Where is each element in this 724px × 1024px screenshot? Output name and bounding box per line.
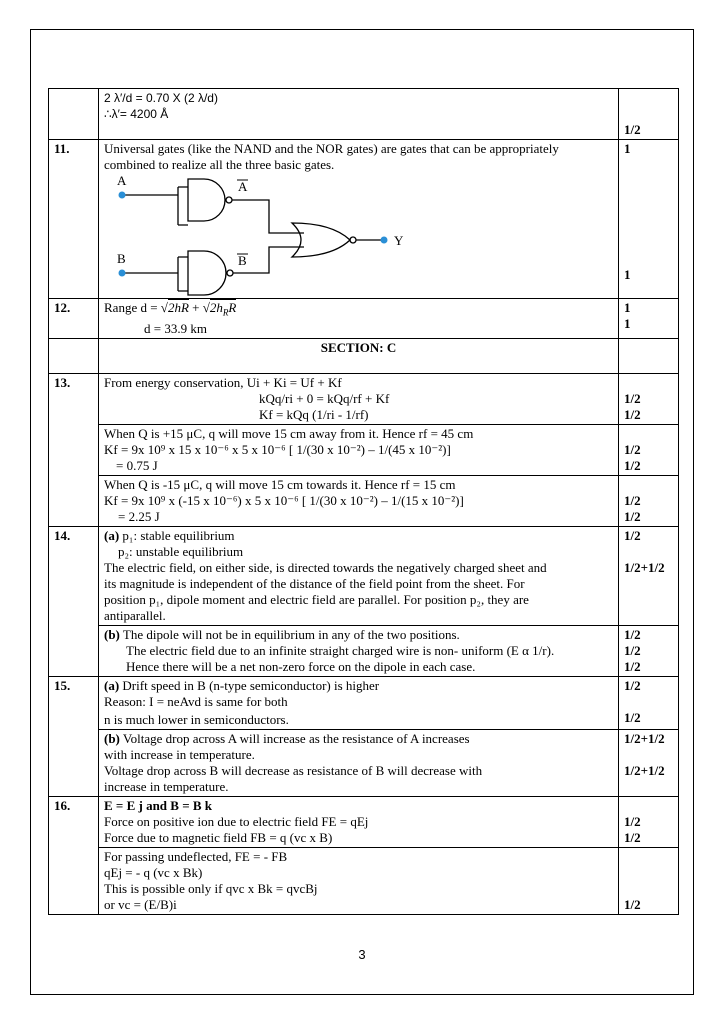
answer-line: (a) Drift speed in B (n-type semiconductor) is higher — [104, 677, 380, 693]
answer-line: Kf = kQq (1/ri - 1/rf) — [259, 406, 369, 422]
table-row — [49, 729, 679, 796]
answer-line: (b) The dipole will not be in equilibrium in any of the two positions. — [104, 626, 460, 642]
question-number: 15. — [49, 676, 99, 796]
answer-line: p₂: unstable equilibrium — [118, 543, 244, 559]
mark: 1/2 — [624, 677, 641, 693]
answer-line: (b) Voltage drop across A will increase as the resistance of A increases — [104, 730, 470, 746]
table-row — [49, 89, 679, 140]
mark: 1/2 — [624, 441, 641, 457]
question-number: 11. — [49, 140, 99, 299]
answer-line: kQq/ri + 0 = kQq/rf + Kf — [259, 390, 390, 406]
answer-line: or vc = (E/B)i — [104, 896, 177, 912]
mark: 1 — [624, 141, 631, 156]
answer-line: Hence there will be a net non-zero force on the dipole in each case. — [126, 658, 476, 674]
section-heading: SECTION: C — [320, 339, 397, 355]
table-row — [49, 625, 679, 676]
table-row — [49, 676, 679, 729]
answer-line: antiparallel. — [104, 607, 166, 623]
mark: 1/2+1/2 — [624, 559, 665, 575]
label-a: A — [117, 173, 127, 188]
answer-line: The electric field due to an infinite straight charged wire is non- uniform (E α 1/r). — [126, 642, 555, 658]
question-number: 16. — [49, 796, 99, 914]
answer-line: 2 λ′/d = 0.70 X (2 λ/d) — [104, 91, 218, 105]
mark: 1/2 — [624, 626, 641, 642]
answer-line: position p₁, dipole moment and electric field are parallel. For position p₂, they are — [104, 591, 529, 607]
mark: 1/2 — [624, 829, 641, 845]
label-b: B — [117, 251, 126, 266]
table-row — [49, 847, 679, 914]
marking-scheme-table — [48, 88, 679, 915]
nand-gate-b — [188, 251, 226, 295]
answer-text: Universal gates (like the NAND and the NOR gates) are gates that can be appropriately combined to realize all the three basic gates. — [104, 141, 559, 172]
mark: 1/2 — [624, 813, 641, 829]
table-row — [49, 475, 679, 526]
answer-line: n is much lower in semiconductors. — [104, 711, 289, 727]
mark: 1/2 — [624, 122, 641, 137]
answer-line: When Q is -15 μC, q will move 15 cm towards it. Hence rf = 15 cm — [104, 476, 456, 492]
nor-gate — [292, 223, 350, 257]
mark: 1/2 — [624, 527, 641, 543]
mark: 1/2 — [624, 406, 641, 422]
answer-line: Voltage drop across B will decrease as resistance of B will decrease with — [104, 762, 483, 778]
table-row — [49, 424, 679, 475]
answer-line: Range $d = √2hR + √2h_RR$ — [104, 300, 237, 318]
answer-line: ∴λ′= 4200 Å — [104, 107, 169, 121]
table-row — [49, 796, 679, 847]
table-row — [49, 526, 679, 625]
mark: 1 — [624, 267, 631, 282]
label-y: Y — [394, 233, 404, 248]
table-row — [49, 338, 679, 373]
answer-line: For passing undeflected, FE = - FB — [104, 848, 288, 864]
answer-line: Force due to magnetic field FB = q (vc x B) — [104, 829, 333, 845]
nand-gate-a — [188, 179, 225, 221]
mark: 1 — [624, 300, 631, 315]
answer-line: = 2.25 J — [118, 508, 160, 524]
answer-line: This is possible only if qvc x Bk = qvcBj — [104, 880, 318, 896]
answer-line: Kf = 9x 10⁹ x 15 x 10⁻⁶ x 5 x 10⁻⁶ [ 1/(30 x 10⁻²) – 1/(45 x 10⁻²)] — [104, 441, 451, 457]
mark: 1/2 — [624, 642, 641, 658]
mark: 1/2 — [624, 457, 641, 473]
answer-line: (a) p₁: stable equilibrium — [104, 527, 235, 543]
logic-gate-diagram — [114, 173, 414, 297]
mark: 1/2 — [624, 658, 641, 674]
answer-line: = 0.75 J — [116, 457, 158, 473]
mark: 1/2+1/2 — [624, 762, 665, 778]
input-a-node — [119, 192, 126, 199]
mark: 1/2 — [624, 508, 641, 524]
answer-line: When Q is +15 μC, q will move 15 cm away from it. Hence rf = 45 cm — [104, 425, 474, 441]
question-number: 13. — [49, 373, 99, 526]
input-b-node — [119, 270, 126, 277]
mark: 1/2 — [624, 896, 641, 912]
answer-line: qEj = - q (vc x Bk) — [104, 864, 203, 880]
label-b-bar: B — [238, 253, 247, 268]
answer-line: Kf = 9x 10⁹ x (-15 x 10⁻⁶) x 5 x 10⁻⁶ [ 1/(30 x 10⁻²) – 1/(15 x 10⁻²)] — [104, 492, 464, 508]
mark: 1/2+1/2 — [624, 730, 665, 746]
answer-line: d = 33.9 km — [144, 320, 207, 336]
mark: 1/2 — [624, 492, 641, 508]
answer-line: its magnitude is independent of the distance of the field point from the sheet. For — [104, 575, 525, 591]
question-number: 14. — [49, 526, 99, 676]
output-y-node — [381, 237, 388, 244]
mark: 1 — [624, 316, 631, 331]
mark: 1/2 — [624, 390, 641, 406]
table-row — [49, 373, 679, 424]
label-a-bar: A — [238, 179, 248, 194]
question-number: 12. — [49, 299, 99, 339]
page-number: 3 — [358, 947, 366, 962]
answer-line: with increase in temperature. — [104, 746, 255, 762]
answer-line: E = E j and B = B k — [104, 797, 213, 813]
answer-line: Reason: I = neAvd is same for both — [104, 693, 288, 709]
table-row — [49, 140, 679, 299]
mark: 1/2 — [624, 709, 641, 725]
answer-line: Force on positive ion due to electric field FE = qEj — [104, 813, 369, 829]
table-row — [49, 299, 679, 339]
answer-line: increase in temperature. — [104, 778, 229, 794]
answer-line: From energy conservation, Ui + Ki = Uf + Kf — [104, 374, 342, 390]
answer-line: The electric field, on either side, is directed towards the negatively charged sheet and — [104, 559, 547, 575]
